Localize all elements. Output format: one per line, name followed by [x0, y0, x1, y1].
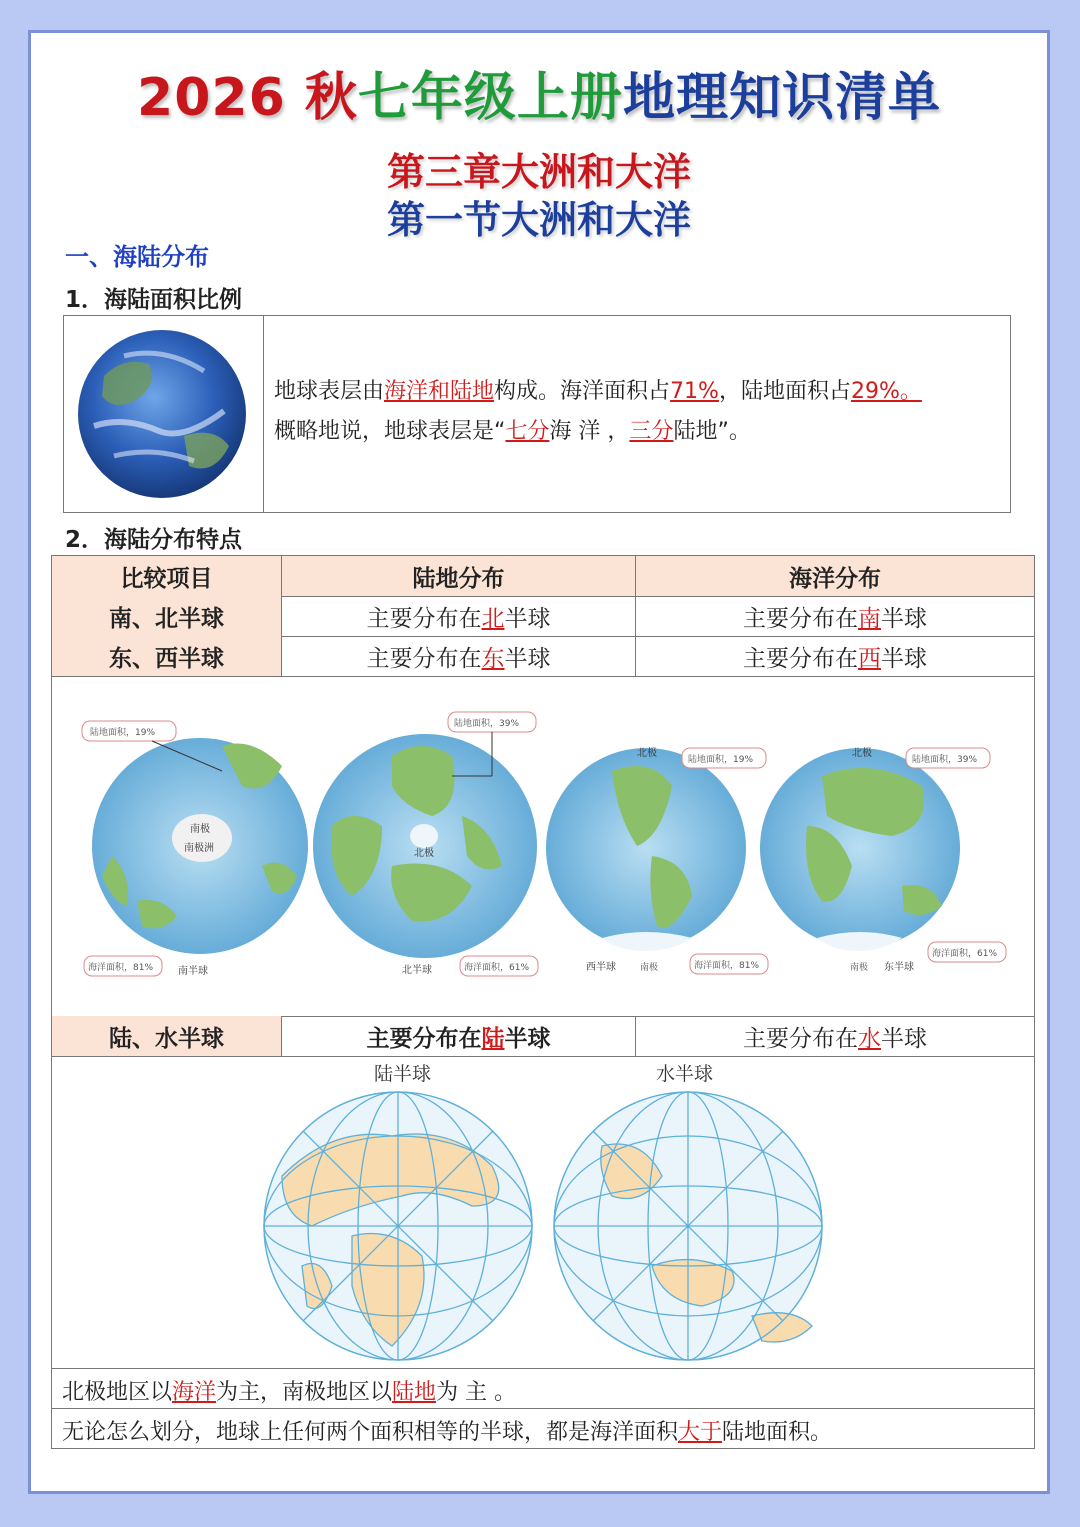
note-row-2: 无论怎么划分，地球上任何两个面积相等的半球，都是海洋面积大于陆地面积。	[62, 1420, 833, 1445]
table-row: 南、北半球 主要分布在 北 半球 主要分布在 南 半球	[52, 596, 1034, 637]
svg-text:陆地面积，19%: 陆地面积，19%	[90, 728, 156, 738]
earth-image	[64, 316, 264, 512]
svg-text:海洋面积，61%: 海洋面积，61%	[932, 949, 998, 959]
svg-text:海洋面积，81%: 海洋面积，81%	[88, 963, 154, 973]
svg-text:北极: 北极	[637, 748, 657, 759]
svg-text:北极: 北极	[852, 748, 872, 759]
subheading-ratio: 1．海陆面积比例	[65, 287, 243, 313]
svg-text:水半球: 水半球	[656, 1063, 714, 1085]
section-title: 第一节大洲和大洋	[386, 198, 691, 242]
svg-text:海洋面积，81%: 海洋面积，81%	[694, 961, 760, 971]
west-hemisphere-map	[546, 746, 768, 974]
ratio-text: 地球表层由海洋和陆地构成。海洋面积占71%，陆地面积占29%。 概略地说，地球表层是“七分海 洋 ，三分陆地”。	[274, 379, 922, 444]
svg-text:北极: 北极	[414, 848, 434, 859]
north-hemisphere-map	[313, 712, 538, 976]
water-hemisphere-map	[554, 1063, 822, 1360]
header-item: 比较项目	[52, 556, 282, 596]
header-ocean: 海洋分布	[636, 556, 1034, 596]
table-row: 陆、水半球 主要分布在 陆 半球 主要分布在 水 半球	[52, 1016, 1034, 1057]
table-header-row	[52, 556, 1034, 597]
heading-sea-land: 一、海陆分布	[65, 243, 209, 271]
header-land: 陆地分布	[282, 556, 636, 596]
svg-text:陆地面积，39%: 陆地面积，39%	[454, 719, 520, 729]
svg-text:东半球: 东半球	[884, 962, 914, 973]
svg-text:陆地面积，39%: 陆地面积，39%	[912, 755, 978, 765]
svg-text:南半球: 南半球	[178, 966, 208, 977]
svg-text:陆地面积，19%: 陆地面积，19%	[688, 755, 754, 765]
svg-text:海洋面积，61%: 海洋面积，61%	[464, 963, 530, 973]
svg-text:陆半球: 陆半球	[374, 1063, 432, 1085]
land-water-hemisphere-row	[52, 1056, 1034, 1369]
main-title: 2026 秋七年级上册地理知识清单	[137, 68, 941, 128]
note-row-1: 北极地区以海洋为主，南极地区以陆地为 主 。	[52, 1368, 1034, 1409]
svg-text:南极: 南极	[640, 963, 659, 973]
svg-text:西半球: 西半球	[586, 962, 616, 973]
svg-text:南极: 南极	[190, 824, 210, 835]
chapter-title: 第三章大洲和大洋	[386, 150, 691, 194]
table-row: 东、西半球 主要分布在 东 半球 主要分布在 西 半球	[52, 636, 1034, 677]
svg-text:南极洲: 南极洲	[184, 843, 214, 854]
svg-text:南极: 南极	[850, 963, 869, 973]
east-hemisphere-map	[760, 746, 1006, 973]
distribution-table	[51, 555, 1035, 1449]
south-hemisphere-map	[82, 721, 308, 977]
subheading-distribution: 2．海陆分布特点	[65, 527, 243, 553]
ratio-box	[63, 315, 1011, 513]
hemisphere-maps-row	[52, 676, 1034, 1017]
land-hemisphere-map	[264, 1063, 532, 1360]
worksheet-page	[28, 30, 1050, 1494]
svg-text:北半球: 北半球	[402, 965, 432, 976]
